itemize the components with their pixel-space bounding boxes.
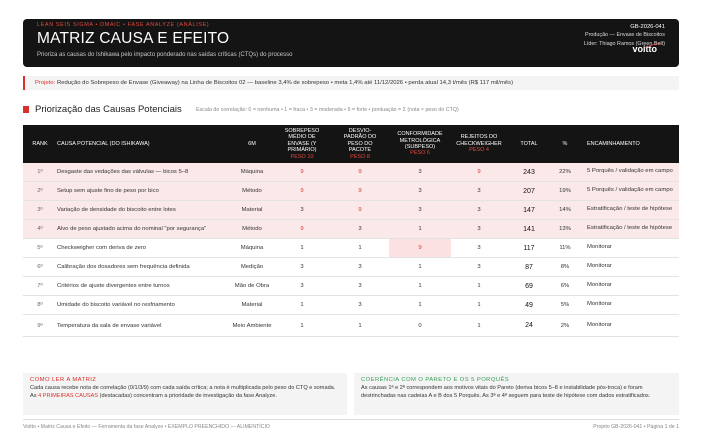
project-leader: Líder: Thiago Ramos (Green Belt) xyxy=(583,40,665,47)
cell-score-ctq2: 3 xyxy=(358,264,362,270)
cell-total: 141 xyxy=(523,225,535,233)
footer-right: Projeto GB-2026-041 • Página 1 de 1 xyxy=(593,424,679,430)
header-ctq3-weight: PESO 6 xyxy=(410,150,430,157)
header-rank: RANK xyxy=(32,140,48,147)
header-ctq3-line: (SUBPESO) xyxy=(404,144,436,150)
header-total: TOTAL xyxy=(520,140,538,147)
cell-score-ctq1: 3 xyxy=(300,264,304,270)
cell-rank: 7º xyxy=(37,283,43,289)
cell-6m: Máquina xyxy=(240,245,264,251)
cell-cause: Checkweigher com deriva de zero xyxy=(57,245,147,251)
cell-score-ctq4: 3 xyxy=(477,188,481,194)
how-to-read-panel xyxy=(23,373,347,415)
header-ctq2-line: DESVIO- xyxy=(348,127,372,134)
cell-score-ctq3: 3 xyxy=(418,207,422,213)
header-ctq1-line: SOBREPESO xyxy=(284,127,320,134)
cell-rank: 1º xyxy=(37,169,43,175)
cell-score-ctq1: 1 xyxy=(300,245,304,251)
cell-pct: 11% xyxy=(559,245,571,251)
pareto-text: As causas 1ª e 2ª correspondem aos motivos vitais do Pareto (deriva bicos 5–8 e instabilidade pós-troca) e foram destrinchadas nas cadeias A e B dos 5 Porquês. As 3ª e 4ª seguem para teste de hipótese com dados estratificados. xyxy=(361,385,651,399)
page-title: MATRIZ CAUSA E EFEITO xyxy=(37,30,230,47)
header-ctq1-line: PRIMÁRIO) xyxy=(287,147,317,154)
pareto-panel xyxy=(354,373,679,415)
cell-rank: 3º xyxy=(37,207,43,213)
table-row xyxy=(23,201,679,220)
table-header xyxy=(23,125,679,163)
header-ctq4-weight: PESO 4 xyxy=(469,147,489,154)
header-cause: CAUSA POTENCIAL (DO ISHIKAWA) xyxy=(57,140,150,147)
cell-cause: Desgaste das vedações das válvulas — bicos 5–8 xyxy=(57,169,189,175)
cell-cause: Alvo de peso ajustado acima do nominal "por segurança" xyxy=(57,226,207,232)
header-pct: % xyxy=(562,140,568,147)
cell-score-ctq2: 1 xyxy=(358,322,362,329)
cell-total: 69 xyxy=(525,282,533,290)
cell-score-ctq3: 0 xyxy=(418,322,422,329)
cell-cause: Critérios de ajuste divergentes entre turnos xyxy=(57,283,170,289)
project-text: Redução do Sobrepeso de Envase (Giveaway) na Linha de Biscoitos 02 — baseline 3,4% de sobrepeso • meta 1,4% até 11/12/2026 • perda atual 14,3 t/mês (R$ 117 mil/mês) xyxy=(56,80,514,86)
cell-total: 207 xyxy=(523,187,535,195)
table-row xyxy=(23,182,679,201)
project-label: Projeto: xyxy=(35,80,56,86)
page-subtitle: Prioriza as causas do Ishikawa pelo impacto ponderado nas saídas críticas (CTQs) do processo xyxy=(37,52,293,58)
cell-score-ctq3: 9 xyxy=(389,239,451,257)
cell-score-ctq1: 1 xyxy=(300,302,304,308)
cell-total: 243 xyxy=(523,168,535,176)
cell-score-ctq4: 3 xyxy=(477,207,481,213)
table-body xyxy=(23,163,679,337)
cell-score-ctq4: 1 xyxy=(477,322,481,329)
cell-score-ctq4: 3 xyxy=(477,226,481,232)
cell-score-ctq4: 1 xyxy=(477,302,481,308)
header-kicker: LEAN SEIS SIGMA • DMAIC • FASE ANALYZE (ANÁLISE) xyxy=(37,22,210,28)
cell-6m: Material xyxy=(241,302,263,308)
table-row xyxy=(23,163,679,182)
header-ctq2-line: PACOTE xyxy=(348,147,372,154)
section-title: Priorização das Causas Potenciais xyxy=(35,104,182,115)
how-to-read-text-b: (destacadas) concentram a prioridade de investigação da fase Analyze. xyxy=(98,393,277,399)
header-ctq3-line: CONFORMIDADE xyxy=(397,131,443,138)
how-to-read-text xyxy=(30,384,340,400)
cell-cause: Variação de densidade do biscoito entre lotes xyxy=(57,207,176,213)
cell-score-ctq2: 3 xyxy=(358,226,362,232)
cell-score-ctq2: 1 xyxy=(358,245,362,251)
table-row xyxy=(23,239,679,258)
footer-left: Voitto • Matriz Causa e Efeito — Ferramenta da fase Analyze • EXEMPLO PREENCHIDO — ALIMENTÍCIO xyxy=(23,424,270,430)
table-row xyxy=(23,277,679,296)
cell-score-ctq2: 3 xyxy=(358,302,362,308)
cell-action: Monitorar xyxy=(587,282,612,289)
cell-pct: 2% xyxy=(560,322,570,329)
cell-score-ctq2: 9 xyxy=(358,169,362,175)
project-code: GB-2026-041 xyxy=(630,24,665,30)
how-to-read-text-a: Cada causa recebe nota de correlação (0/1/3/9) com cada saída crítica; a nota é multiplicada pelo peso do CTQ e somada. As xyxy=(30,385,336,399)
cell-score-ctq1: 9 xyxy=(300,226,304,232)
cell-score-ctq1: 9 xyxy=(300,188,304,194)
cell-cause: Setup sem ajuste fino de peso por bico xyxy=(57,188,159,194)
page-footer xyxy=(23,419,679,430)
cell-rank: 6º xyxy=(37,264,43,270)
header-ctq1-line: ENVASE (Y xyxy=(287,140,317,147)
header-ctq4-line: CHECKWEIGHER xyxy=(456,140,502,147)
cell-action: Monitorar xyxy=(587,244,612,251)
header-ctq1 xyxy=(277,125,327,163)
cell-rank: 9º xyxy=(37,322,43,329)
cell-rank: 4º xyxy=(37,226,43,232)
header-ctq3-line: METROLÓGICA xyxy=(399,137,441,144)
header-6m: 6M xyxy=(248,140,256,147)
cell-6m: Método xyxy=(242,188,262,194)
cell-total: 24 xyxy=(525,322,533,329)
cell-cause: Umidade do biscoito variável no resfriamento xyxy=(57,302,175,308)
cell-6m: Máquina xyxy=(240,169,264,175)
header-ctq4 xyxy=(451,125,507,163)
table-row xyxy=(23,258,679,277)
cell-6m: Método xyxy=(242,226,262,232)
cell-action: Monitorar xyxy=(587,301,612,308)
cell-cause: Calibração dos dosadores sem frequência definida xyxy=(57,264,190,270)
cell-score-ctq1: 3 xyxy=(300,207,304,213)
header-ctq2-line: PADRÃO DO xyxy=(343,134,377,141)
cell-action: Estratificação / teste de hipótese xyxy=(587,206,673,213)
cell-score-ctq1: 1 xyxy=(300,322,304,329)
cell-action: 5 Porquês / validação em campo xyxy=(587,168,673,175)
cell-score-ctq2: 9 xyxy=(358,188,362,194)
cell-pct: 13% xyxy=(559,226,571,232)
cell-action: Estratificação / teste de hipótese xyxy=(587,225,673,232)
cell-score-ctq3: 3 xyxy=(418,169,422,175)
cell-score-ctq3: 1 xyxy=(418,283,422,289)
cell-score-ctq3: 1 xyxy=(418,226,422,232)
header-ctq4-line: REJEITOS DO xyxy=(460,134,498,141)
cell-6m: Meio Ambiente xyxy=(232,322,272,329)
cell-total: 49 xyxy=(525,301,533,309)
cell-pct: 6% xyxy=(560,283,570,289)
cell-score-ctq1: 3 xyxy=(300,283,304,289)
header-ctq3 xyxy=(389,125,451,163)
header-ctq1-weight: PESO 10 xyxy=(290,153,314,160)
cell-pct: 14% xyxy=(559,207,571,213)
cell-rank: 5º xyxy=(37,245,43,251)
cell-score-ctq4: 1 xyxy=(477,283,481,289)
cell-action: 5 Porquês / validação em campo xyxy=(587,187,673,194)
cell-pct: 22% xyxy=(559,169,571,175)
table-row xyxy=(23,315,679,337)
cell-pct: 5% xyxy=(560,302,570,308)
header-ctq2-line: PESO DO xyxy=(347,140,373,147)
cell-pct: 8% xyxy=(560,264,570,270)
cell-action: Monitorar xyxy=(587,321,612,328)
header-action: ENCAMINHAMENTO xyxy=(587,140,640,147)
project-strip xyxy=(23,76,679,90)
cell-total: 87 xyxy=(525,263,533,271)
project-area: Produção — Envase de Biscoitos xyxy=(584,32,665,39)
cell-rank: 8º xyxy=(37,302,43,308)
how-to-read-title: COMO LER A MATRIZ xyxy=(30,377,97,383)
cell-total: 147 xyxy=(523,206,535,214)
header-ctq2 xyxy=(335,125,385,163)
cell-score-ctq2: 3 xyxy=(358,283,362,289)
cell-score-ctq3: 1 xyxy=(418,302,422,308)
header-ctq1-line: MÉDIO DE xyxy=(288,134,316,141)
table-row xyxy=(23,296,679,315)
how-to-read-emphasis: 4 PRIMEIRAS CAUSAS xyxy=(38,393,99,399)
section-marker-icon xyxy=(23,106,29,113)
cell-total: 117 xyxy=(523,244,535,252)
cell-score-ctq4: 9 xyxy=(477,169,481,175)
cell-score-ctq1: 9 xyxy=(300,169,304,175)
cell-6m: Material xyxy=(241,207,263,213)
cell-action: Monitorar xyxy=(587,263,612,270)
header-ctq2-weight: PESO 8 xyxy=(350,153,370,160)
header-banner xyxy=(23,19,679,67)
cell-6m: Mão de Obra xyxy=(234,283,270,289)
pareto-title: COERÊNCIA COM O PARETO E OS 5 PORQUÊS xyxy=(361,377,510,383)
cell-score-ctq3: 3 xyxy=(418,188,422,194)
cell-6m: Medição xyxy=(240,264,264,270)
brand-logo: voitto xyxy=(632,44,657,54)
scale-note: Escala de correlação: 0 = nenhuma • 1 = fraca • 3 = moderada • 9 = forte • pontuação = Σ (nota × peso do CTQ) xyxy=(196,107,459,113)
cell-score-ctq4: 3 xyxy=(477,264,481,270)
cell-pct: 19% xyxy=(559,188,571,194)
cell-score-ctq3: 1 xyxy=(418,264,422,270)
cause-effect-table xyxy=(23,125,679,337)
cell-rank: 2º xyxy=(37,188,43,194)
cell-score-ctq4: 3 xyxy=(477,245,481,251)
table-row xyxy=(23,220,679,239)
cell-score-ctq2: 9 xyxy=(358,207,362,213)
cell-cause: Temperatura da sala de envase variável xyxy=(57,322,162,329)
